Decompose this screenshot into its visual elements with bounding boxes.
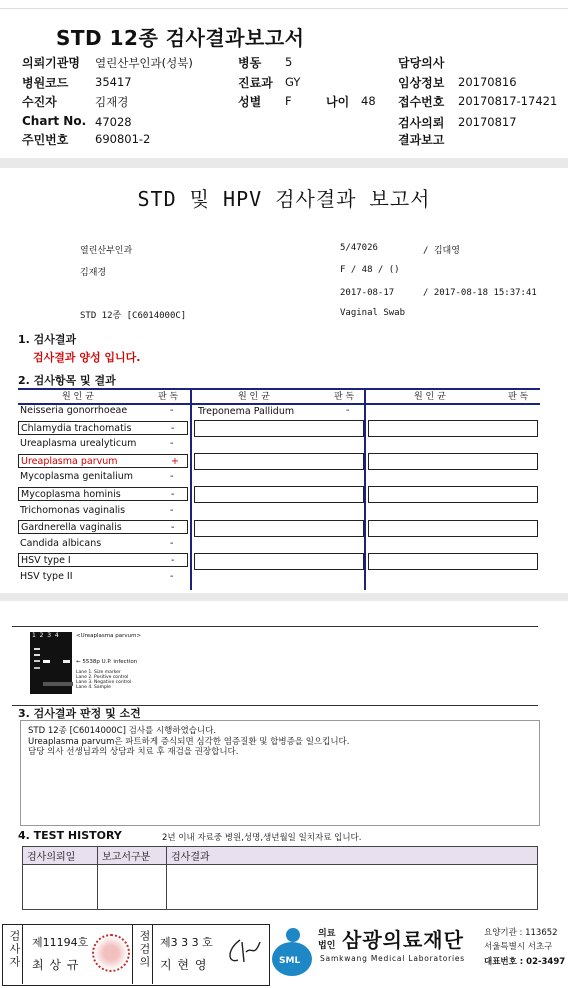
item-sign: - xyxy=(171,555,175,567)
column-divider xyxy=(190,388,192,590)
column-divider xyxy=(364,388,366,590)
header-label: 진료과 xyxy=(238,76,273,90)
org-english: Samkwang Medical Laboratories xyxy=(320,954,465,963)
item-name: Neisseria gonorrhoeae xyxy=(20,405,128,416)
reviewer-label: 점검의 xyxy=(138,930,151,969)
header-value: F xyxy=(285,94,292,108)
info-test: STD 12종 [C6014000C] xyxy=(80,311,187,321)
judge-head-1: 판 독 xyxy=(158,392,179,402)
corp-label-1: 의료 xyxy=(318,929,336,939)
examiner-label: 검사자 xyxy=(8,930,21,969)
result-item xyxy=(18,470,188,484)
info-date-received: 2017-08-17 xyxy=(340,288,395,298)
item-name: Chlamydia trachomatis xyxy=(21,422,132,434)
empty-result-box xyxy=(194,553,364,570)
header-value: 5 xyxy=(285,55,293,69)
header-label: 병동 xyxy=(238,56,262,70)
opinion-box xyxy=(20,720,540,826)
header-label: 성별 xyxy=(238,95,262,109)
section-1-title: 1. 검사결과 xyxy=(18,333,77,346)
opinion-line: Ureaplasma parvum은 파트하게 증식되면 심각한 염증질환 및 합병증을 일으킵니다. xyxy=(28,736,350,747)
result-item xyxy=(18,404,188,418)
empty-result-box xyxy=(368,553,538,570)
item-sign: - xyxy=(170,471,174,483)
header-value: 47028 xyxy=(95,115,132,129)
empty-result-box xyxy=(368,520,538,537)
examiner-license: 제11194호 xyxy=(32,936,89,949)
signature xyxy=(222,936,262,968)
result-item xyxy=(18,537,188,551)
sml-logo-icon xyxy=(272,928,312,976)
empty-result-box xyxy=(368,486,538,503)
org-address: 서울특별시 서초구 xyxy=(484,942,553,952)
header-label: 임상정보 xyxy=(398,76,445,90)
header-label: 담당의사 xyxy=(398,56,445,70)
info-chart: 5/47026 xyxy=(340,243,378,253)
header-label: 병원코드 xyxy=(22,76,69,90)
item-name: HSV type I xyxy=(21,555,71,567)
item-sign: - xyxy=(170,504,174,516)
col-head-3: 원 인 균 xyxy=(414,392,446,402)
results-table-header xyxy=(18,388,540,405)
section-3-title: 3. 검사결과 판정 및 소견 xyxy=(18,707,141,720)
document-title: STD 12종 검사결과보고서 xyxy=(56,26,305,50)
item-sign: - xyxy=(171,422,175,434)
item-sign: - xyxy=(170,405,174,416)
history-note: 2년 이내 자료중 병원,성명,생년월일 일치자료 입니다. xyxy=(162,833,362,843)
result-summary: 검사결과 양성 입니다. xyxy=(33,351,141,364)
header-value: 20170817 xyxy=(458,115,517,129)
judge-head-2: 판 독 xyxy=(334,392,355,402)
result-item xyxy=(18,570,188,584)
result-item xyxy=(18,520,188,534)
header-label: 주민번호 xyxy=(22,133,69,147)
header-label: 검사의뢰 xyxy=(398,116,445,130)
info-date-reported: / 2017-08-18 15:37:41 xyxy=(423,288,537,298)
header-label: 결과보고 xyxy=(398,133,445,147)
item-name: Treponema Pallidum xyxy=(198,406,295,417)
history-empty-row xyxy=(23,865,538,910)
opinion-text xyxy=(21,721,539,763)
gel-caption: <Ureaplasma parvum> xyxy=(76,633,142,639)
info-hospital: 열린산부인과 xyxy=(80,246,133,256)
footer xyxy=(0,922,568,988)
item-sign: - xyxy=(171,489,175,500)
org-phone: 대표번호 : 02-3497 xyxy=(484,957,566,967)
report-title: STD 및 HPV 검사결과 보고서 xyxy=(137,187,431,211)
result-item xyxy=(18,454,188,468)
gel-legend-line: Lane 2. Positive control xyxy=(76,675,129,680)
gel-legend-line: Lane 4. Sample xyxy=(76,685,111,690)
reviewer-name: 지 현 영 xyxy=(160,958,208,972)
item-name: HSV type II xyxy=(20,571,73,582)
section-2-title: 2. 검사항목 및 결과 xyxy=(18,374,116,387)
result-item xyxy=(18,487,188,501)
item-sign: - xyxy=(170,537,174,549)
header-label: 나이 xyxy=(326,95,350,109)
history-col-result: 검사결과 xyxy=(167,847,538,865)
empty-result-box xyxy=(194,453,364,470)
item-sign: + xyxy=(171,455,179,467)
reviewer-license: 제3 3 3 호 xyxy=(160,936,213,949)
header-label: Chart No. xyxy=(22,114,87,128)
gel-legend-line: Lane 1. Size marker xyxy=(76,670,121,675)
top-bar xyxy=(0,0,568,9)
info-specimen: Vaginal Swab xyxy=(340,308,406,318)
info-doctor: / 김대영 xyxy=(423,246,460,256)
empty-result-box xyxy=(368,453,538,470)
section-divider xyxy=(0,593,568,601)
empty-result-box xyxy=(194,520,364,537)
item-name: Mycoplasma hominis xyxy=(21,489,121,500)
empty-result-box xyxy=(194,486,364,503)
history-col-date: 검사의뢰일 xyxy=(23,847,98,865)
item-name: Ureaplasma parvum xyxy=(21,455,118,467)
org-name: 삼광의료재단 xyxy=(342,928,464,952)
item-name: Ureaplasma urealyticum xyxy=(20,438,137,450)
empty-result-box xyxy=(194,420,364,437)
info-patient: 김재경 xyxy=(80,268,107,278)
header-label: 접수번호 xyxy=(398,95,445,109)
examiner-name: 최 상 규 xyxy=(32,958,80,972)
item-name: Candida albicans xyxy=(20,537,102,549)
history-table xyxy=(22,846,538,910)
header-value: 35417 xyxy=(95,75,132,89)
section-divider xyxy=(0,158,568,168)
header-value: 48 xyxy=(361,94,376,108)
empty-result-box xyxy=(368,420,538,437)
header-value: GY xyxy=(285,75,301,89)
result-item xyxy=(18,504,188,518)
gel-lanes: 1 2 3 4 xyxy=(32,632,59,639)
gel-arrow-label: ← 5538p U.P. infection xyxy=(76,659,138,665)
seal-stamp xyxy=(92,934,130,972)
opinion-line: 담당 의사 선생님과의 상담과 치료 후 재검을 권장합니다. xyxy=(28,747,239,757)
item-sign: - xyxy=(346,405,350,416)
gel-legend-line: Lane 3. Negative control xyxy=(76,680,132,685)
info-sexage: F / 48 / () xyxy=(340,265,400,275)
history-col-type: 보고서구분 xyxy=(98,847,167,865)
header-label: 의뢰기관명 xyxy=(22,56,80,70)
result-item xyxy=(18,553,188,567)
result-item xyxy=(18,421,188,435)
item-name: Gardnerella vaginalis xyxy=(21,522,122,534)
gel-image xyxy=(30,632,72,694)
header-value: 김재경 xyxy=(95,95,129,109)
logo-badge: SML xyxy=(279,956,301,966)
col-head-2: 원 인 균 xyxy=(238,392,270,402)
item-sign: - xyxy=(170,438,174,450)
header-value: 20170817-17421 xyxy=(458,94,558,108)
result-item xyxy=(18,437,188,451)
org-code: 요양기관 : 113652 xyxy=(484,928,558,938)
opinion-line: STD 12종 [C6014000C] 검사를 시행하였습니다. xyxy=(28,726,217,736)
header-label: 수진자 xyxy=(22,95,57,109)
item-name: Trichomonas vaginalis xyxy=(20,504,126,516)
section-4-title: 4. TEST HISTORY xyxy=(18,829,122,842)
col-head-1: 원 인 균 xyxy=(62,392,94,402)
header-value: 20170816 xyxy=(458,75,517,89)
header-value: 열린산부인과(성북) xyxy=(95,56,193,70)
header-value: 690801-2 xyxy=(95,132,151,146)
gel-legend xyxy=(76,670,131,690)
item-name: Mycoplasma genitalium xyxy=(20,471,134,483)
item-sign: - xyxy=(170,571,174,582)
judge-head-3: 판 독 xyxy=(508,392,529,402)
item-sign: - xyxy=(171,522,175,534)
corp-label-2: 법인 xyxy=(318,941,336,951)
